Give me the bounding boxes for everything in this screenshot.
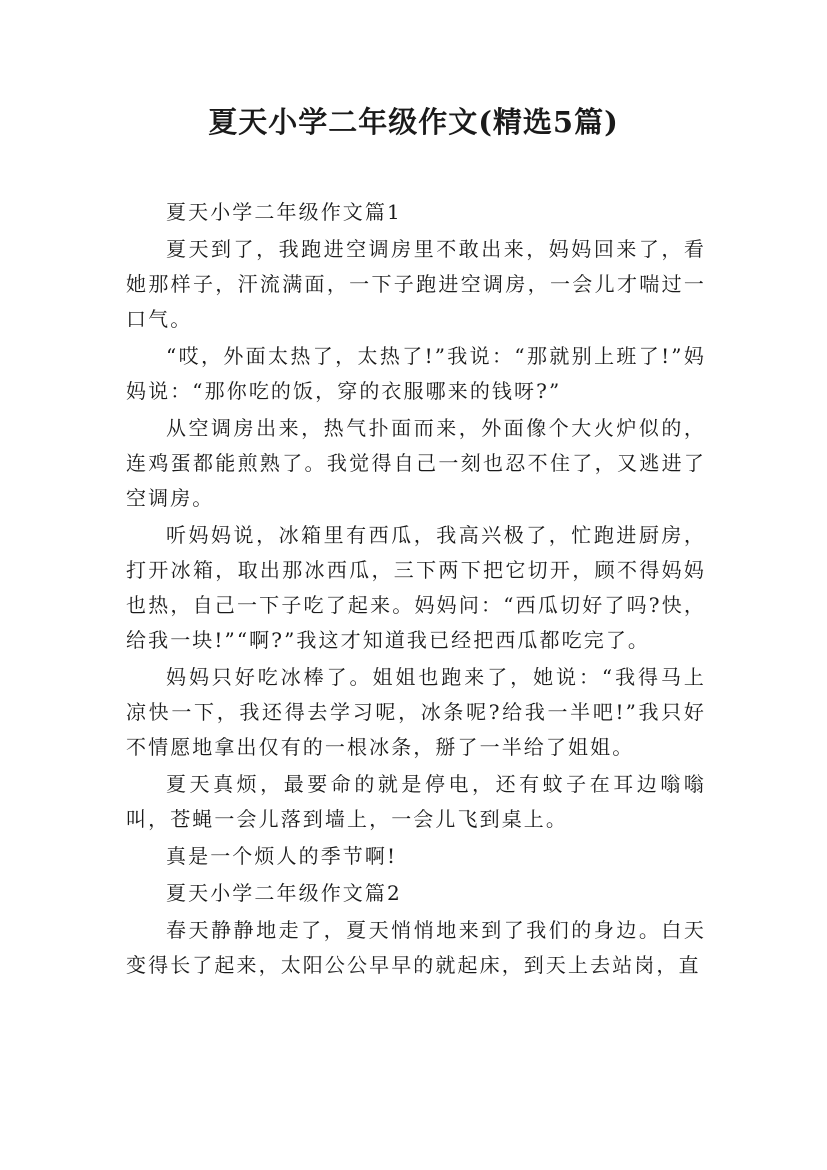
paragraph: 夏天到了，我跑进空调房里不敢出来，妈妈回来了，看她那样子，汗流满面，一下子跑进空调房，一会儿才喘过一口气。: [126, 237, 706, 331]
document-title: 夏天小学二年级作文(精选5篇): [208, 105, 619, 139]
paragraph: 听妈妈说，冰箱里有西瓜，我高兴极了，忙跑进厨房，打开冰箱，取出那冰西瓜，三下两下把它切开，顾不得妈妈也热，自己一下子吃了起来。妈妈问：“西瓜切好了吗?快，给我一块!”“啊?”我这才知道我已经把西瓜都吃完了。: [126, 523, 706, 652]
section-heading-1: 夏天小学二年级作文篇1: [166, 200, 402, 224]
paragraph: 从空调房出来，热气扑面而来，外面像个大火炉似的，连鸡蛋都能煎熟了。我觉得自己一刻也忍不住了，又逃进了空调房。: [126, 416, 706, 510]
paragraph: 夏天真烦，最要命的就是停电，还有蚊子在耳边嗡嗡叫，苍蝇一会儿落到墙上，一会儿飞到桌上。: [126, 772, 706, 831]
paragraph: “哎，外面太热了，太热了!”我说：“那就别上班了!”妈妈说：“那你吃的饭，穿的衣服哪来的钱呀?”: [126, 344, 706, 403]
paragraph: 春天静静地走了，夏天悄悄地来到了我们的身边。白天变得长了起来，太阳公公早早的就起床，到天上去站岗，直: [126, 918, 706, 977]
section-heading-2: 夏天小学二年级作文篇2: [166, 881, 402, 905]
paragraph: 妈妈只好吃冰棒了。姐姐也跑来了，她说：“我得马上凉快一下，我还得去学习呢，冰条呢?给我一半吧!”我只好不情愿地拿出仅有的一根冰条，掰了一半给了姐姐。: [126, 665, 706, 759]
document-body: [126, 195, 706, 985]
paragraph: 真是一个烦人的季节啊!: [166, 844, 398, 868]
